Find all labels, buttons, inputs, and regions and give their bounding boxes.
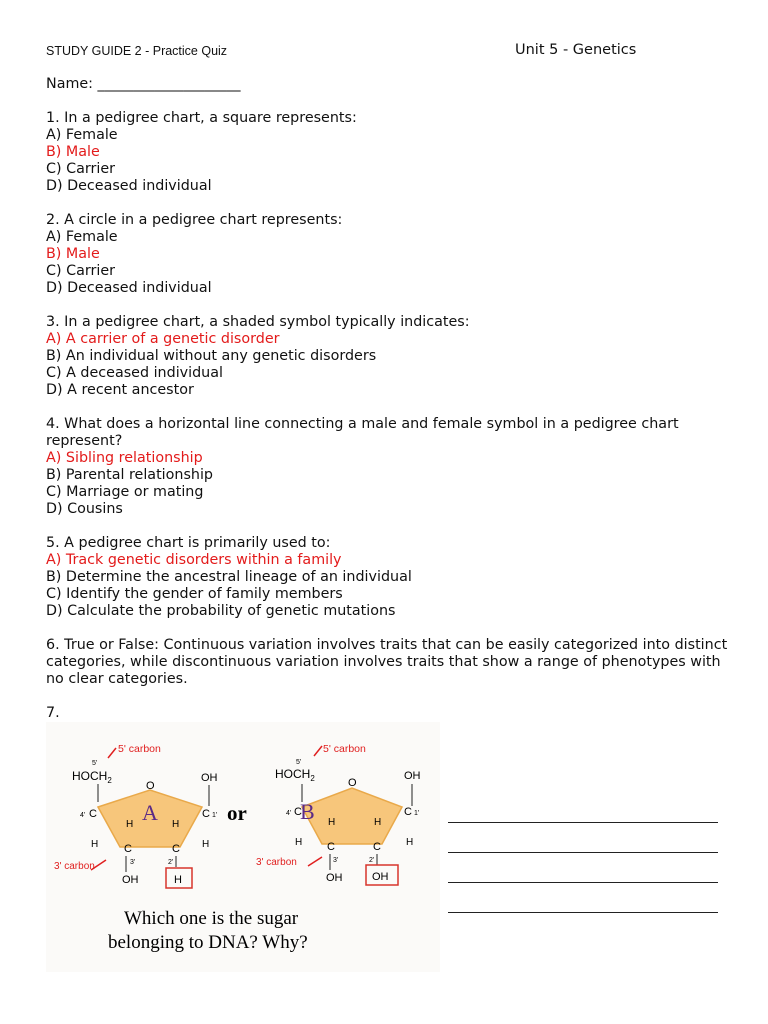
- answer-option: D) Calculate the probability of genetic mutations: [46, 603, 396, 619]
- correct-option: B) Male: [46, 246, 100, 262]
- caption-line-1: Which one is the sugar: [124, 908, 299, 929]
- five-carbon-pointer: [108, 748, 116, 758]
- one-prime-a: 1': [212, 812, 218, 819]
- question-list: [46, 110, 736, 637]
- oh-top-b: OH: [404, 770, 421, 782]
- five-carbon-label-a: 5' carbon: [118, 743, 161, 755]
- sugar-diagram: [46, 722, 440, 972]
- four-prime-b: 4': [286, 810, 292, 817]
- three-carbon-label-a: 3' carbon: [54, 861, 95, 872]
- answer-option: C) Marriage or mating: [46, 484, 204, 500]
- question-7-number: 7.: [46, 705, 60, 721]
- c2-b: C: [373, 841, 381, 853]
- header-left: STUDY GUIDE 2 - Practice Quiz: [46, 44, 228, 58]
- question-4: [46, 416, 736, 535]
- h-c4-a: H: [91, 839, 99, 850]
- five-carbon-label-b: 5' carbon: [323, 743, 366, 755]
- answer-option: B) An individual without any genetic disorders: [46, 348, 377, 364]
- hoch2-b: $HOCH_2$: [275, 767, 315, 783]
- c2-a: C: [172, 843, 180, 855]
- deoxyribose-molecule-b: [256, 743, 421, 885]
- question-6: 6. True or False: Continuous variation involves traits that can be easily categorized into distinct categories, while discontinuous variation involves traits that show a range of phenotypes with no clear categories.: [46, 637, 728, 687]
- c3-b: C: [327, 841, 335, 853]
- header-right: Unit 5 - Genetics: [515, 42, 637, 58]
- four-prime-a: 4': [80, 812, 86, 819]
- h-c1-b: H: [406, 837, 414, 848]
- correct-option: A) Sibling relationship: [46, 450, 203, 466]
- label-b: B: [300, 799, 315, 824]
- h-c4-b: H: [295, 837, 303, 848]
- three-carbon-label-b: 3' carbon: [256, 857, 297, 868]
- c4-b: C: [294, 806, 302, 818]
- c3-a: C: [124, 843, 132, 855]
- answer-lines: [448, 822, 718, 942]
- correct-option: A) A carrier of a genetic disorder: [46, 331, 280, 347]
- question-2: [46, 212, 736, 314]
- ring-b: [302, 788, 402, 844]
- h-left-b: H: [328, 817, 336, 828]
- correct-option: A) Track genetic disorders within a family: [46, 552, 342, 568]
- c1-a: C: [202, 808, 210, 820]
- three-prime-b: 3': [333, 857, 339, 864]
- c1-b: C: [404, 806, 412, 818]
- question-prompt: 2. A circle in a pedigree chart represents:: [46, 212, 343, 228]
- question-3: [46, 314, 736, 416]
- question-prompt: 4. What does a horizontal line connecting a male and female symbol in a pedigree chart represent?: [46, 416, 679, 449]
- one-prime-b: 1': [414, 810, 420, 817]
- correct-option: B) Male: [46, 144, 100, 160]
- answer-option: C) Identify the gender of family members: [46, 586, 343, 602]
- answer-option: D) Deceased individual: [46, 280, 212, 296]
- quiz-body: [46, 76, 736, 722]
- five-prime-a: 5': [92, 760, 98, 767]
- ribose-molecule-a: [54, 743, 218, 888]
- two-prime-b: 2': [369, 857, 375, 864]
- answer-option: A) Female: [46, 127, 118, 143]
- c4-a: C: [89, 808, 97, 820]
- question-prompt: 3. In a pedigree chart, a shaded symbol typically indicates:: [46, 314, 470, 330]
- ring-oxygen-b: O: [348, 777, 357, 789]
- answer-option: C) Carrier: [46, 161, 115, 177]
- question-prompt: 1. In a pedigree chart, a square represents:: [46, 110, 357, 126]
- two-prime-a: 2': [168, 859, 174, 866]
- label-a: A: [142, 800, 158, 825]
- caption-line-2: belonging to DNA? Why?: [108, 932, 308, 953]
- answer-option: B) Determine the ancestral lineage of an individual: [46, 569, 412, 585]
- or-text: or: [227, 801, 247, 825]
- answer-option: D) A recent ancestor: [46, 382, 194, 398]
- h-right-b: H: [374, 817, 382, 828]
- answer-option: A) Female: [46, 229, 118, 245]
- oh-boxed-b: OH: [372, 871, 389, 883]
- answer-option: B) Parental relationship: [46, 467, 214, 483]
- ring-oxygen-a: O: [146, 780, 155, 792]
- answer-option: D) Deceased individual: [46, 178, 212, 194]
- three-prime-a: 3': [130, 859, 136, 866]
- question-5: [46, 535, 736, 637]
- answer-option: D) Cousins: [46, 501, 123, 517]
- answer-option: C) A deceased individual: [46, 365, 223, 381]
- h-boxed-a: H: [174, 874, 182, 886]
- answer-line[interactable]: [448, 912, 718, 913]
- question-prompt: 5. A pedigree chart is primarily used to:: [46, 535, 331, 551]
- oh-top-a: OH: [201, 772, 218, 784]
- hoch2-a: $HOCH_2$: [72, 769, 112, 785]
- answer-line[interactable]: [448, 822, 718, 823]
- answer-option: C) Carrier: [46, 263, 115, 279]
- answer-line[interactable]: [448, 852, 718, 853]
- question-1: [46, 110, 736, 212]
- h-c1-a: H: [202, 839, 210, 850]
- oh-bottom-b: OH: [326, 872, 343, 884]
- h-right-a: H: [172, 819, 180, 830]
- name-line: Name: ____________________: [46, 76, 241, 92]
- oh-bottom-a: OH: [122, 874, 139, 886]
- five-prime-b: 5': [296, 759, 302, 766]
- h-left-a: H: [126, 819, 134, 830]
- answer-line[interactable]: [448, 882, 718, 883]
